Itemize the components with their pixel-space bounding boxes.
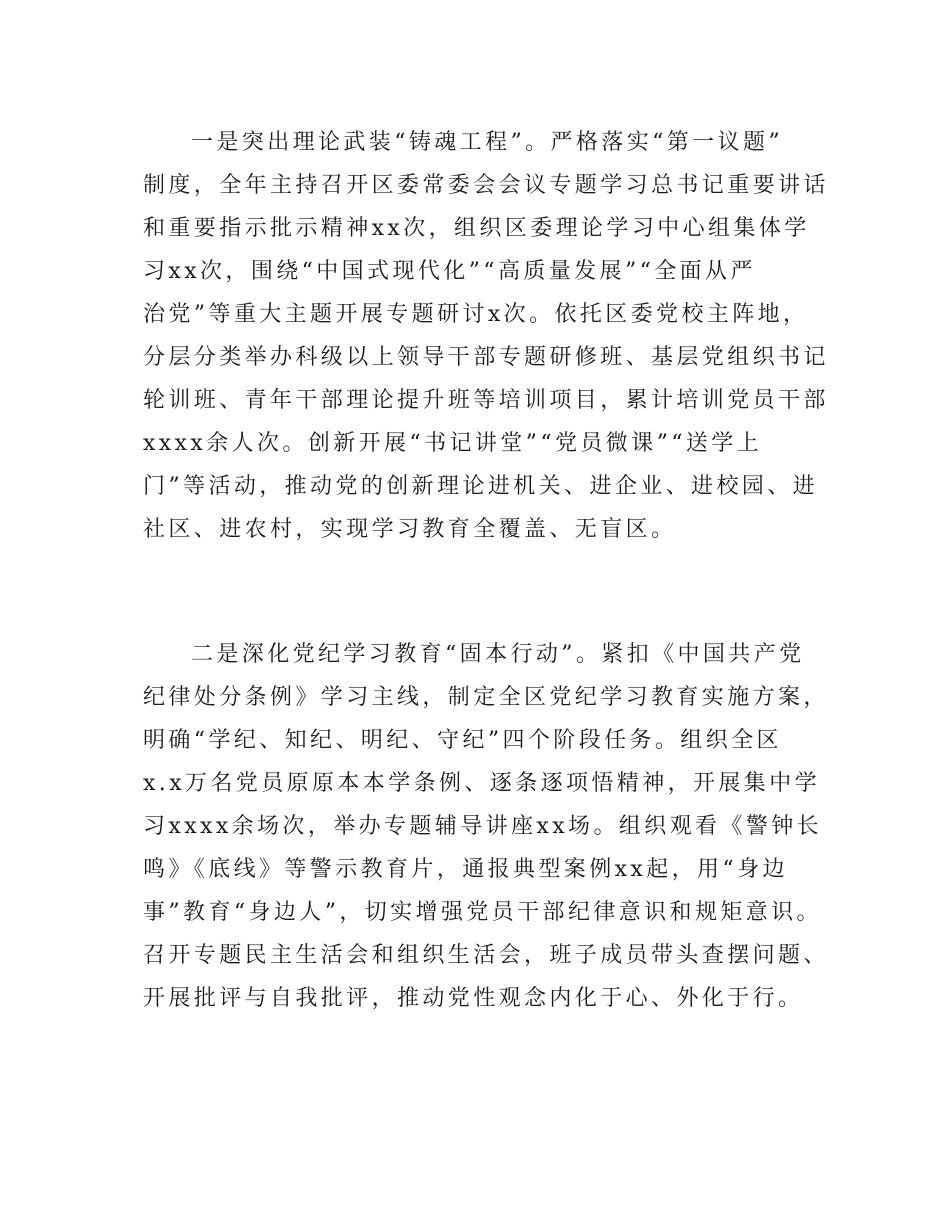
text-line: 事”教育“身边人”，切实增强党员干部纪律意识和规矩意识。 — [143, 900, 822, 925]
text-line: 开展批评与自我批评，推动党性观念内化于心、外化于行。 — [143, 986, 804, 1011]
text-line: 习xx次，围绕“中国式现代化”“高质量发展”“全面从严 — [143, 259, 756, 284]
text-line: 鸣》《底线》等警示教育片，通报典型案例xx起，用“身边 — [143, 857, 788, 882]
text-line: 治党”等重大主题开展专题研讨x次。依托区委党校主阵地， — [143, 302, 809, 327]
text-line: x.x万名党员原原本本学条例、逐条逐项悟精神，开展集中学 — [143, 771, 821, 796]
text-line: 和重要指示批示精神xx次，组织区委理论学习中心组集体学 — [143, 216, 810, 241]
text-line: xxxx余人次。创新开展“书记讲堂”“党员微课”“送学上 — [143, 431, 763, 456]
text-line: 习xxxx余场次，举办专题辅导讲座xx场。组织观看《警钟长 — [143, 814, 823, 839]
text-line: 分层分类举办科级以上领导干部专题研修班、基层党组织书记 — [143, 345, 829, 370]
text-line: 轮训班、青年干部理论提升班等培训项目，累计培训党员干部 — [143, 388, 829, 413]
text-line: 明确“学纪、知纪、明纪、守纪”四个阶段任务。组织全区 — [143, 728, 782, 753]
text-line: 社区、进农村，实现学习教育全覆盖、无盲区。 — [143, 517, 677, 542]
text-line: 门”等活动，推动党的创新理论进机关、进企业、进校园、进 — [143, 474, 819, 499]
text-line: 制度，全年主持召开区委常委会会议专题学习总书记重要讲话 — [143, 173, 829, 198]
text-line: 召开专题民主生活会和组织生活会，班子成员带头查摆问题、 — [143, 943, 829, 968]
text-line: 二是深化党纪学习教育“固本行动”。紧扣《中国共产党 — [191, 642, 805, 667]
text-line: 纪律处分条例》学习主线，制定全区党纪学习教育实施方案， — [143, 685, 829, 710]
text-line: 一是突出理论武装“铸魂工程”。严格落实“第一议题” — [191, 130, 783, 155]
